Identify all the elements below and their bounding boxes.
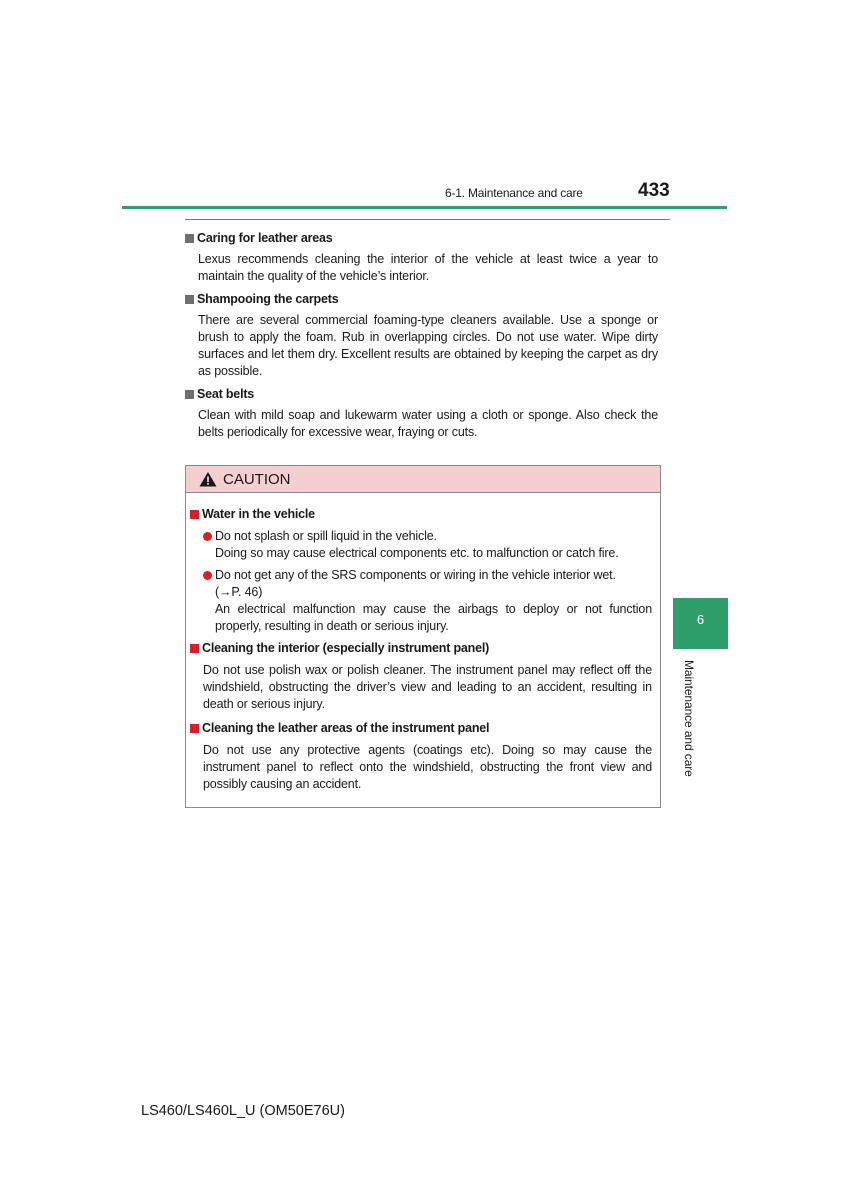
- section-seat-belts: [185, 385, 658, 441]
- caution-bullet: [203, 528, 652, 562]
- round-bullet-icon: [203, 532, 212, 541]
- caution-text: Do not use any protective agents (coatings etc). Doing so may cause the instrument panel to reflect onto the windshield, obstructing the front view and possibly causing an accident.: [203, 743, 652, 791]
- heading-text: Water in the vehicle: [202, 507, 315, 521]
- bullet-text: [215, 567, 652, 635]
- bullet-text: [215, 528, 652, 562]
- warning-triangle-icon: [199, 471, 217, 487]
- main-content: [185, 229, 658, 446]
- section-carpets: [185, 290, 658, 380]
- caution-heading: [190, 639, 652, 657]
- caution-heading: [190, 719, 652, 737]
- caution-text: Do not use polish wax or polish cleaner. The instrument panel may reflect off the windshield, obstructing the driver’s view and leading to an accident, resulting in death or serious injury.: [203, 663, 652, 711]
- section-text: Clean with mild soap and lukewarm water using a cloth or sponge. Also check the belts periodically for excessive wear, fraying or cuts.: [198, 408, 658, 439]
- caution-body: [186, 493, 660, 793]
- chapter-tab: [673, 598, 728, 649]
- page-reference: (→P. 46): [215, 585, 263, 599]
- square-bullet-icon: [190, 724, 199, 733]
- footer-model: LS460/LS460L_U (OM50E76U): [141, 1103, 345, 1119]
- square-bullet-icon: [190, 644, 199, 653]
- square-bullet-icon: [185, 234, 194, 243]
- heading-text: Seat belts: [197, 387, 255, 401]
- section-text: There are several commercial foaming-type cleaners available. Use a sponge or brush to apply the foam. Rub in overlapping circles. Do not use water. Wipe dirty surfaces and let them dry. Excellent results are obtained by keeping the carpet as dry as possible.: [198, 313, 658, 378]
- caution-heading: [190, 505, 652, 523]
- section-heading: [185, 385, 658, 403]
- bullet-line: An electrical malfunction may cause the airbags to deploy or not function properly, resulting in death or serious injury.: [215, 602, 652, 633]
- header-rule: [122, 206, 727, 209]
- section-heading: [185, 290, 658, 308]
- section-text: Lexus recommends cleaning the interior of the vehicle at least twice a year to maintain the quality of the vehicle’s interior.: [198, 252, 658, 283]
- chapter-number: 6: [696, 612, 705, 627]
- content-top-rule: [185, 219, 670, 220]
- caution-box: [185, 465, 661, 808]
- heading-text: Caring for leather areas: [197, 231, 333, 245]
- heading-text: Cleaning the leather areas of the instrument panel: [202, 721, 490, 735]
- section-leather: [185, 229, 658, 285]
- heading-text: Shampooing the carpets: [197, 292, 339, 306]
- chapter-label: Maintenance and care: [682, 660, 696, 777]
- round-bullet-icon: [203, 571, 212, 580]
- caution-header: [186, 466, 660, 493]
- header-section-title: 6-1. Maintenance and care: [445, 186, 583, 200]
- bullet-line: Do not splash or spill liquid in the vehicle.: [215, 529, 437, 543]
- square-bullet-icon: [190, 510, 199, 519]
- caution-bullet: [203, 567, 652, 635]
- caution-title: CAUTION: [223, 470, 291, 488]
- section-heading: [185, 229, 658, 247]
- square-bullet-icon: [185, 295, 194, 304]
- page-number: 433: [638, 180, 670, 201]
- square-bullet-icon: [185, 390, 194, 399]
- heading-text: Cleaning the interior (especially instrument panel): [202, 641, 490, 655]
- bullet-line: Do not get any of the SRS components or wiring in the vehicle interior wet.: [215, 568, 616, 582]
- bullet-line: Doing so may cause electrical components etc. to malfunction or catch fire.: [215, 546, 619, 560]
